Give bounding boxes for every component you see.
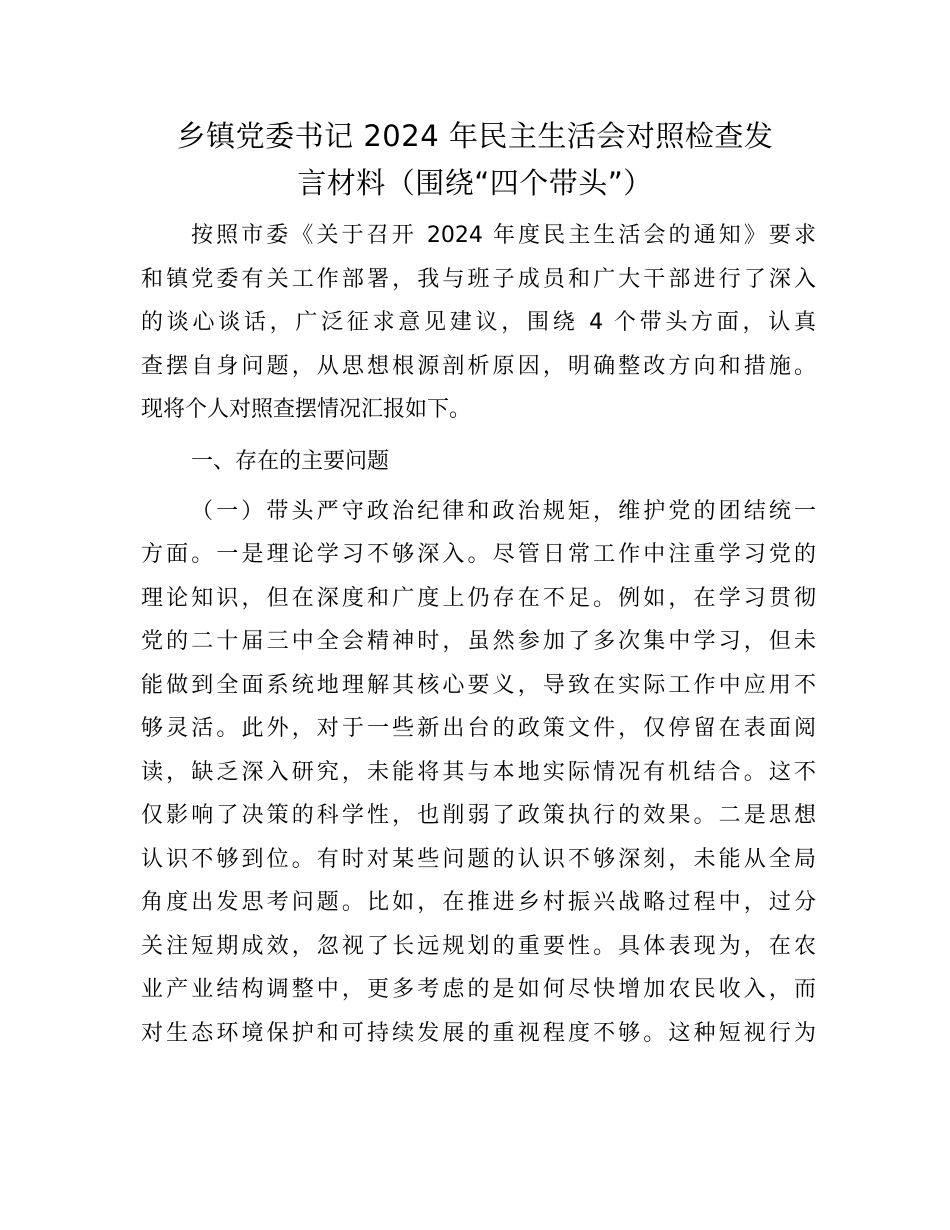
paragraph-line: 理论知识，但在深度和广度上仍存在不足。例如，在学习贯彻 [141, 585, 816, 611]
document-title [120, 113, 830, 207]
paragraph-line: 能做到全面系统地理解其核心要义，导致在实际工作中应用不 [141, 672, 816, 698]
paragraph-line: 的谈心谈话，广泛征求意见建议，围绕 4 个带头方面，认真 [141, 310, 816, 335]
paragraph-line: 党的二十届三中全会精神时，虽然参加了多次集中学习，但未 [141, 629, 816, 654]
section-heading: 一、存在的主要问题 [191, 448, 390, 474]
paragraph-line: 业产业结构调整中，更多考虑的是如何尽快增加农民收入，而 [141, 977, 816, 1002]
paragraph-line: 读，缺乏深入研究，未能将其与本地实际情况有机结合。这不 [141, 759, 816, 785]
paragraph-line: 方面。一是理论学习不够深入。尽管日常工作中注重学习党的 [141, 542, 816, 567]
title-line: 乡镇党委书记 2024 年民主生活会对照检查发 [176, 119, 774, 153]
document-body [141, 214, 816, 1055]
paragraph-line: 按照市委《关于召开 2024 年度民主生活会的通知》要求 [191, 223, 816, 248]
paragraph-line: 现将个人对照查摆情况汇报如下。 [141, 397, 472, 422]
section-one-paragraph [141, 490, 816, 1056]
paragraph-line: 和镇党委有关工作部署，我与班子成员和广大干部进行了深入 [141, 266, 816, 292]
paragraph-line: 够灵活。此外，对于一些新出台的政策文件，仅停留在表面阅 [141, 716, 816, 741]
paragraph-line: 关注短期成效，忽视了长远规划的重要性。具体表现为，在农 [141, 933, 816, 959]
paragraph-line: 仅影响了决策的科学性，也削弱了政策执行的效果。二是思想 [141, 803, 816, 828]
paragraph-line: 认识不够到位。有时对某些问题的认识不够深刻，未能从全局 [141, 846, 816, 872]
intro-paragraph [141, 214, 816, 432]
paragraph-line: （一）带头严守政治纪律和政治规矩，维护党的团结统一 [191, 498, 816, 524]
paragraph-line: 查摆自身问题，从思想根源剖析原因，明确整改方向和措施。 [141, 353, 816, 379]
paragraph-line: 对生态环境保护和可持续发展的重视程度不够。这种短视行为 [141, 1020, 816, 1046]
paragraph-line: 角度出发思考问题。比如，在推进乡村振兴战略过程中，过分 [141, 890, 816, 915]
title-line: 言材料（围绕“四个带头”） [297, 166, 653, 200]
